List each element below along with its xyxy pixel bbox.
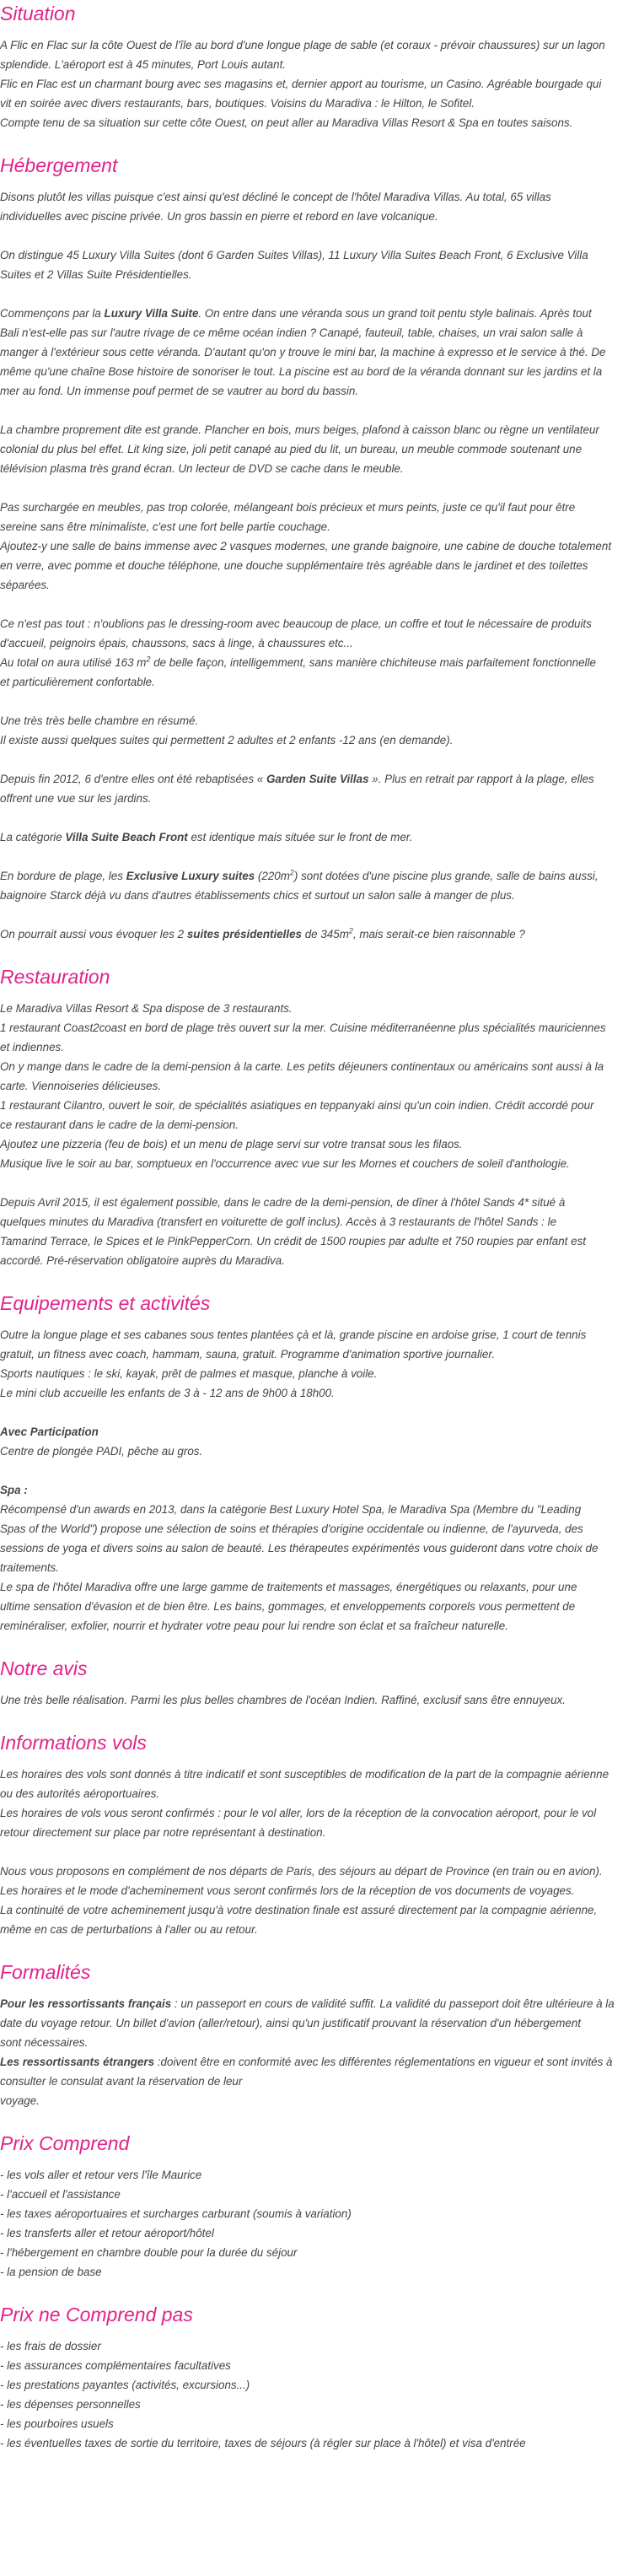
list-item: - les pourboires usuels <box>0 2417 114 2430</box>
list-item: - l'accueil et l'assistance <box>0 2188 121 2201</box>
restauration-paragraph-2: Depuis Avril 2015, il est également possible, dans le cadre de la demi-pension, de dîner à l'hôtel Sands 4* situé à quelques minutes du Maradiva (transfert en voiturette de golf inclus). Accès à 3 restaurants de l'hôtel Sands : le Tamarind Terrace, le Spices et le PinkPepperCorn. Un crédit de 1500 roupies par adulte et 750 roupies par enfant est accordé. Pré-réservation obligatoire auprès du Maradiva. <box>0 1196 586 1267</box>
list-item: - l'hébergement en chambre double pour la durée du séjour <box>0 2246 298 2259</box>
vols-paragraph-2: Nous vous proposons en complément de nos départs de Paris, des séjours au départ de Province (en train ou en avion). Les horaires et le mode d'acheminement vous seront confirmés lors de la réception de vos documents de voyages. La continuité de votre acheminement jusqu'à votre destination finale est assuré directement par la compagnie aérienne, même en cas de perturbations à l'aller ou au retour. <box>0 1865 603 1936</box>
prix-comprend-title: Prix Comprend <box>0 2132 130 2154</box>
hebergement-paragraph-1: Disons plutôt les villas puisque c'est ainsi qu'est décliné le concept de l'hôtel Maradiva Villas. Au total, 65 villas individuelles avec piscine privée. Un gros bassin en pierre et rebord en lave volcanique. <box>0 191 551 223</box>
formalites-text: Pour les ressortissants français : un passeport en cours de validité suffit. La validité du passeport doit être ultérieure à la date du voyage retour. Un billet d'avion (aller/retour), ainsi qu'un justificatif prouvant la réservation d'un hébergement sont nécessaires. Les ressortissants étrangers :doivent être en conformité avec les différentes réglementations en vigueur et sont invités à consulter le consulat avant la réservation de leur voyage. <box>0 1997 615 2107</box>
list-item: - la pension de base <box>0 2266 102 2278</box>
equipements-paragraph-1: Outre la longue plage et ses cabanes sous tentes plantées çà et là, grande piscine en ardoise grise, 1 court de tennis gratuit, un fitness avec coach, hammam, sauna, gratuit. Programme d'animation sportive journalier. Sports nautiques : le ski, kayak, prêt de palmes et masque, planche à voile. Le mini club accueille les enfants de 3 à - 12 ans de 9h00 à 18h00. <box>0 1328 587 1399</box>
list-item: - les éventuelles taxes de sortie du territoire, taxes de séjours (à régler sur place à l'hôtel) et visa d'entrée <box>0 2437 526 2449</box>
restauration-paragraph-1: Le Maradiva Villas Resort & Spa dispose de 3 restaurants. 1 restaurant Coast2coast en bord de plage très ouvert sur la mer. Cuisine méditerranéenne plus spécialités mauriciennes et indiennes. On y mange dans le cadre de la demi-pension à la carte. Les petits déjeuners continentaux ou américains sont aussi à la carte. Viennoiseries délicieuses. 1 restaurant Cilantro, ouvert le soir, de spécialités asiatiques en teppanyaki ainsi qu'un coin indien. Crédit accordé pour ce restaurant dans le cadre de la demi-pension. Ajoutez une pizzeria (feu de bois) et un menu de plage servi sur votre transat sous les filaos. Musique live le soir au bar, somptueux en l'occurrence avec vue sur les Mornes et couchers de soleil d'anthologie. <box>0 1002 606 1170</box>
list-item: - les prestations payantes (activités, excursions...) <box>0 2379 250 2391</box>
hebergement-paragraph-3: Commençons par la Luxury Villa Suite. On entre dans une véranda sous un grand toit pentu style balinais. Après tout Bali n'est-elle pas sur l'autre rivage de ce même océan indien ? Canapé, fauteuil, table, chaises, un vrai salon salle à manger à l'extérieur sous cette véranda. D'autant qu'on y trouve le mini bar, la machine à expresso et le service à thé. De même qu'une chaîne Bose histoire de sonoriser le tout. La piscine est au bord de la véranda donnant sur les jardins et la mer au fond. Un immense pouf permet de se vautrer au bord du bassin. <box>0 307 606 397</box>
avis-title: Notre avis <box>0 1657 88 1679</box>
avis-text: Une très belle réalisation. Parmi les plus belles chambres de l'océan Indien. Raffiné, exclusif sans être ennuyeux. <box>0 1694 566 1706</box>
hebergement-paragraph-10: En bordure de plage, les Exclusive Luxury suites $(220m^2)$ sont dotées d'une piscine plus grande, salle de bains aussi, baignoire Starck déjà vu dans d'autres établissements chics et surtout un salon salle à manger de plus. <box>0 868 599 902</box>
hebergement-paragraph-2: On distingue 45 Luxury Villa Suites (dont 6 Garden Suites Villas), 11 Luxury Villa Suites Beach Front, 6 Exclusive Villa Suites et 2 Villas Suite Présidentielles. <box>0 249 588 281</box>
formalites-title: Formalités <box>0 1961 91 1983</box>
prix-ne-comprend-list <box>0 2336 635 2453</box>
vols-paragraph-1: Les horaires des vols sont donnés à titre indicatif et sont susceptibles de modification de la part de la compagnie aérienne ou des autorités aéroportuaires. Les horaires de vols vous seront confirmés : pour le vol aller, lors de la réception de la convocation aéroport, pour le vol retour directement sur place par notre représentant à destination. <box>0 1768 609 1839</box>
list-item: - les transferts aller et retour aéroport/hôtel <box>0 2227 214 2239</box>
section-equipements <box>0 1290 635 1636</box>
list-item: - les dépenses personnelles <box>0 2398 141 2411</box>
situation-text: A Flic en Flac sur la côte Ouest de l'île au bord d'une longue plage de sable (et coraux - prévoir chaussures) sur un lagon splendide. L'aéroport est à 45 minutes, Port Louis autant. Flic en Flac est un charmant bourg avec ses magasins et, dernier apport au tourisme, un Casino. Agréable bourgade qui vit en soirée avec divers restaurants, bars, boutiques. Voisins du Maradiva : le Hilton, le Sofitel. Compte tenu de sa situation sur cette côte Ouest, on peut aller au Maradiva Villas Resort & Spa en toutes saisons. <box>0 39 605 129</box>
section-prix-ne-comprend <box>0 2301 635 2453</box>
hebergement-paragraph-8: Depuis fin 2012, 6 d'entre elles ont été rebaptisées « Garden Suite Villas ». Plus en retrait par rapport à la plage, elles offrent une vue sur les jardins. <box>0 773 594 805</box>
equipements-spa: Spa : Récompensé d'un awards en 2013, dans la catégorie Best Luxury Hotel Spa, le Maradiva Spa (Membre du "Leading Spas of the World") propose une sélection de soins et thérapies d'origine occidentale ou indienne, de l'ayurveda, des sessions de yoga et divers soins au salon de beauté. Les thérapeutes expérimentés vous guideront dans votre choix de traitements. Le spa de l'hôtel Maradiva offre une large gamme de traitements et massages, énergétiques ou relaxants, pour une ultime sensation d'évasion et de bien être. Les bains, gommages, et enveloppements corporels vous permettent de reminéraliser, exfolier, nourrir et hydrater votre peau pour lui rendre son éclat et sa fraîcheur naturelle. <box>0 1484 599 1632</box>
section-situation <box>0 0 635 132</box>
section-vols <box>0 1729 635 1939</box>
equipements-title: Equipements et activités <box>0 1292 211 1314</box>
hebergement-paragraph-6: Ce n'est pas tout : n'oublions pas le dressing-room avec beaucoup de place, un coffre et tout le nécessaire de produits d'accueil, peignoirs épais, chaussons, sacs à linge, à chaussures etc... Au total on aura utilisé 163 $m^2$ de belle façon, intelligemment, sans manière chichiteuse mais parfaitement fonctionnelle et particulièrement confortable. <box>0 617 596 688</box>
hebergement-paragraph-11: On pourrait aussi vous évoquer les 2 suites présidentielles de $345m^2$, mais serait-ce bien raisonnable ? <box>0 926 525 940</box>
hebergement-paragraph-5: Pas surchargée en meubles, pas trop colorée, mélangeant bois précieux et murs peints, juste ce qu'il faut pour être sereine sans être minimaliste, c'est une fort belle partie couchage. Ajoutez-y une salle de bains immense avec 2 vasques modernes, une grande baignoire, une cabine de douche totalement en verre, avec pomme et douche téléphone, une douche supplémentaire très agréable dans le jardinet et des toilettes séparées. <box>0 501 612 591</box>
vols-title: Informations vols <box>0 1732 147 1754</box>
section-formalites <box>0 1959 635 2110</box>
hebergement-title: Hébergement <box>0 154 118 176</box>
hebergement-paragraph-9: La catégorie Villa Suite Beach Front est identique mais située sur le front de mer. <box>0 831 413 843</box>
hebergement-paragraph-4: La chambre proprement dite est grande. Plancher en bois, murs beiges, plafond à caisson blanc ou règne un ventilateur colonial du plus bel effet. Lit king size, joli petit canapé au pied du lit, un bureau, un meuble commode soutenant une télévision plasma très grand écran. Un lecteur de DVD se cache dans le meuble. <box>0 423 599 475</box>
list-item: - les frais de dossier <box>0 2340 101 2352</box>
list-item: - les assurances complémentaires facultatives <box>0 2359 231 2372</box>
hebergement-paragraph-7: Une très très belle chambre en résumé. Il existe aussi quelques suites qui permettent 2 adultes et 2 enfants -12 ans (en demande). <box>0 714 454 746</box>
situation-title: Situation <box>0 3 76 24</box>
prix-ne-comprend-title: Prix ne Comprend pas <box>0 2304 193 2325</box>
section-hebergement <box>0 152 635 944</box>
section-restauration <box>0 963 635 1270</box>
prix-comprend-list <box>0 2165 635 2282</box>
list-item: - les vols aller et retour vers l'île Maurice <box>0 2169 202 2181</box>
restauration-title: Restauration <box>0 966 110 988</box>
list-item: - les taxes aéroportuaires et surcharges carburant (soumis à variation) <box>0 2207 352 2220</box>
equipements-participation: Avec Participation Centre de plongée PADI, pêche au gros. <box>0 1425 203 1458</box>
section-avis <box>0 1655 635 1710</box>
section-prix-comprend <box>0 2130 635 2282</box>
